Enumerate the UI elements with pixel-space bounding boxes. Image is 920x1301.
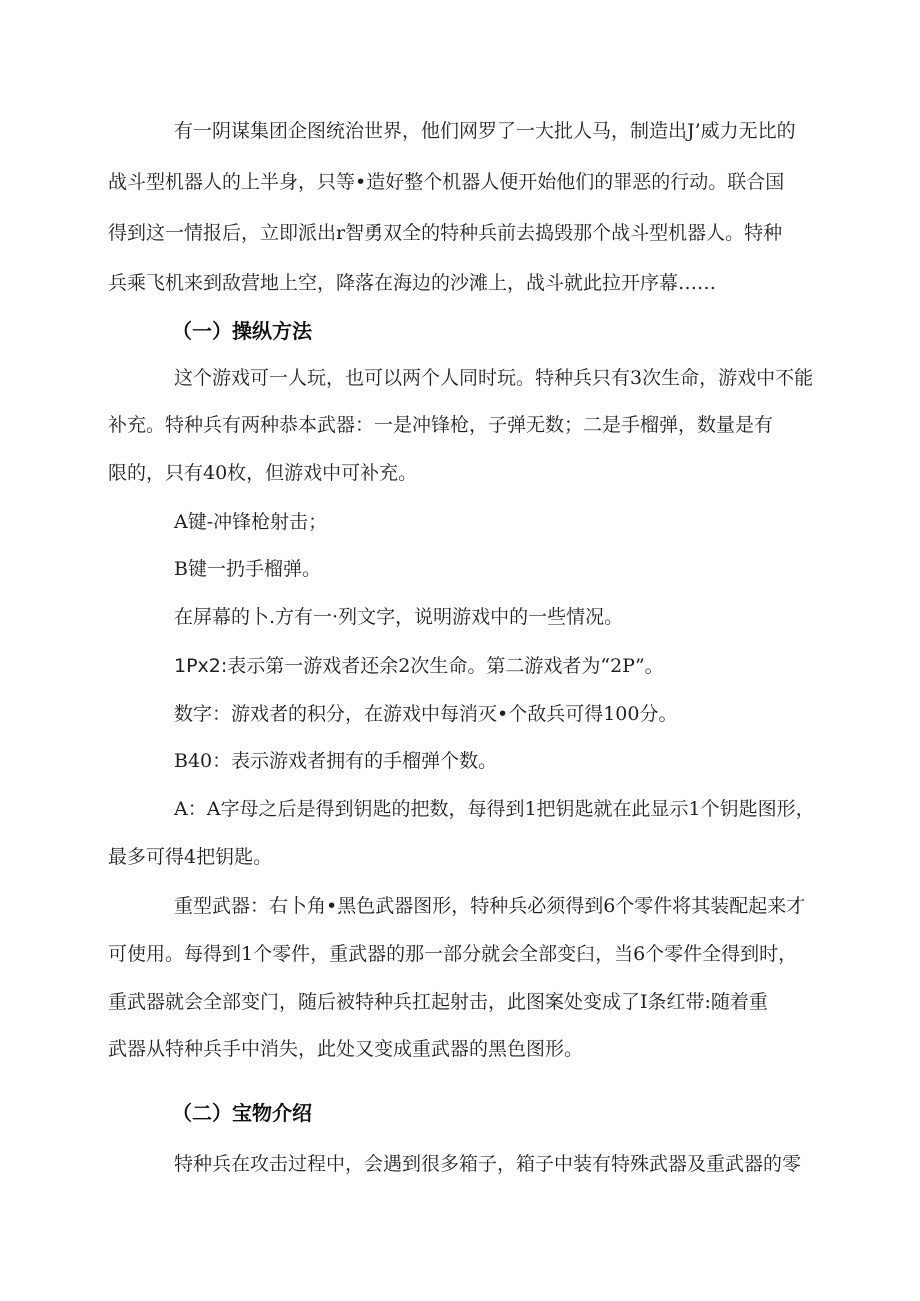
- heavy-weapon-line-3: 重武器就会全部变门，随后被特种兵扛起射击，此图案处变成了I条红带:随着重: [108, 991, 768, 1013]
- p1x2-prefix: 1Px2:: [174, 655, 228, 677]
- intro-line-4: 兵乘飞机来到敌营地上空，降落在海边的沙滩上，战斗就此拉开序幕……: [108, 272, 717, 294]
- controls-para-line-2: 补充。特种兵有两种恭本武器：一是冲锋枪，子弹无数；二是手榴弹，数量是有: [108, 414, 774, 436]
- b40-line: B40：表示游戏者拥有的手榴弹个数。: [174, 750, 498, 772]
- heavy-weapon-line-1: 重型武器：右卜角•黑色武器图形，特种兵必须得到6个零件将其装配起来才: [174, 895, 806, 917]
- heavy-weapon-line-2: 可使用。每得到1个零件，重武器的那一部分就会全部变臼，当6个零件全得到时，: [108, 943, 798, 965]
- intro-line-2: 战斗型机器人的上半身，只等•造好整个机器人便开始他们的罪恶的行动。联合国: [108, 171, 785, 193]
- score-line: 数字：游戏者的积分，在游戏中每消灭•个敌兵可得100分。: [174, 703, 678, 725]
- p1x2-description: 表示第一游戏者还余2次生命。第二游戏者为“2P”。: [227, 655, 664, 677]
- controls-para-line-3: 限的，只有40枚，但游戏中可补充。: [108, 462, 418, 484]
- section-heading-controls: （一）操纵方法: [172, 319, 312, 343]
- screen-text-line: 在屏幕的卜.方有一·列文字，说明游戏中的一些情况。: [174, 606, 624, 628]
- intro-line-1: 有一阴谋集团企图统治世界，他们网罗了一大批人马，制造出J’威力无比的: [174, 120, 796, 142]
- treasures-para-line-1: 特种兵在攻击过程中，会遇到很多箱子，箱子中装有特殊武器及重武器的零: [174, 1153, 802, 1175]
- section-heading-treasures: （二）宝物介绍: [172, 1101, 312, 1125]
- controls-para-line-1: 这个游戏可一人玩，也可以两个人同时玩。特种兵只有3次生命，游戏中不能: [174, 367, 814, 389]
- p1x2-line: [174, 654, 664, 678]
- a-keys-line-1: A：A字母之后是得到钥匙的把数，每得到1把钥匙就在此显示1个钥匙图形，: [174, 798, 815, 820]
- key-a-line: A键-冲锋枪射击；: [174, 511, 328, 533]
- intro-line-3: 得到这一情报后，立即派出r智勇双全的特种兵前去捣毁那个战斗型机器人。特种: [108, 222, 783, 244]
- heavy-weapon-line-4: 武器从特种兵手中消失，此处又变成重武器的黑色图形。: [108, 1038, 584, 1060]
- a-keys-line-2: 最多可得4把钥匙。: [108, 846, 273, 868]
- key-b-line: B键一扔手榴弹。: [174, 558, 321, 580]
